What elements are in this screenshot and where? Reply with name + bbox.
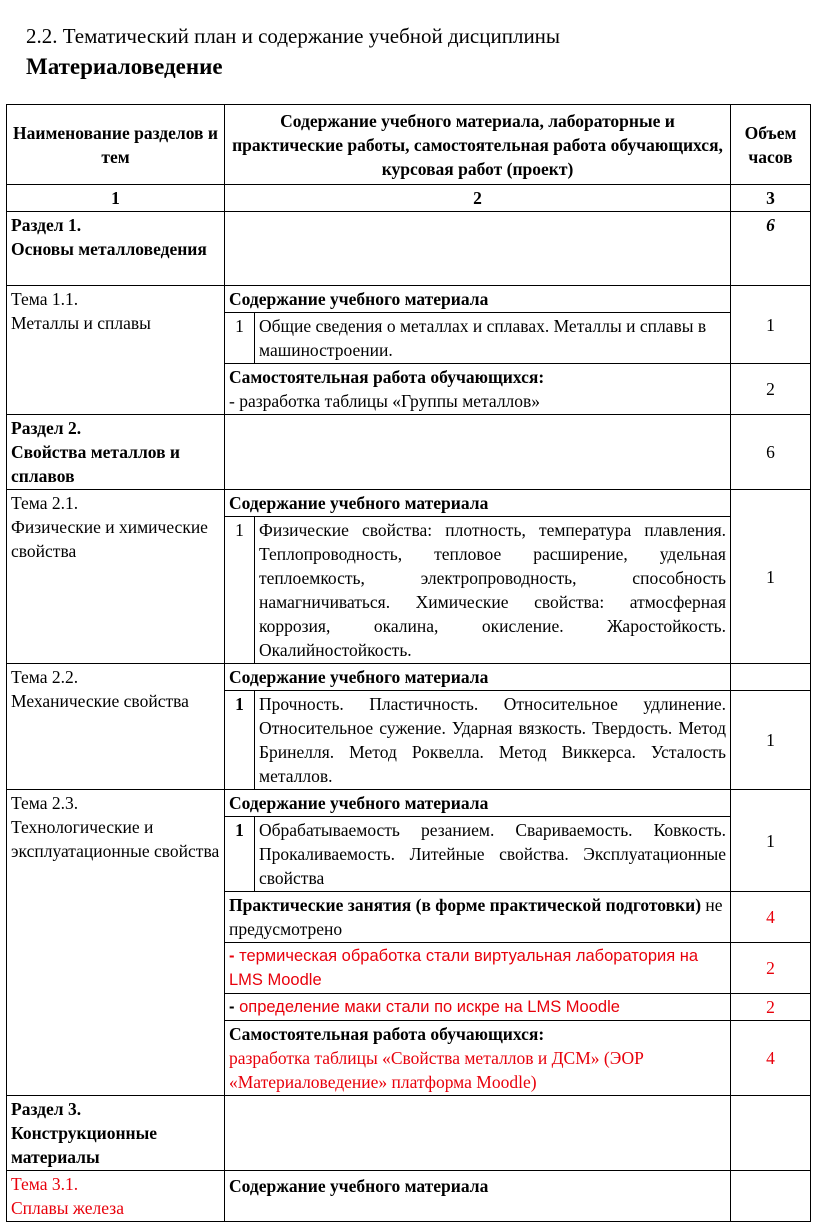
section-3-content [225,1096,731,1171]
topic-2-3-lab-1-dash: - [229,947,235,965]
topic-1-1-content-label: Содержание учебного материала [225,286,731,313]
topic-2-3-practice-label: Практические занятия (в форме практической подготовки) [229,895,702,915]
section-2-title: Раздел 2. Свойства металлов и сплавов [7,415,225,490]
topic-2-3-item-text: Обрабатываемость резанием. Свариваемость. Ковкость. Прокаливаемость. Литейные свойства. Эксплуатационные свойства [255,817,731,892]
topic-2-3-practice-text: не предусмотрено [229,895,723,939]
topic-2-3-lab-2-text: определение маки стали по искре на LMS Moodle [234,998,620,1016]
topic-2-3-self-text: разработка таблицы «Свойства металлов и ДСМ» (ЭОР «Материаловедение» платформа Moodle) [229,1048,644,1092]
topic-2-3-self-label: Самостоятельная работа обучающихся: [229,1024,545,1044]
topic-2-2-label-hours [731,664,811,691]
section-1-title: Раздел 1. Основы металловедения [7,212,225,286]
col-number-2: 2 [225,185,731,212]
topic-1-1-self-work [225,364,731,415]
topic-2-3-self-hours: 4 [731,1021,811,1096]
topic-1-1-self-text: - разработка таблицы «Группы металлов» [229,391,541,411]
header-col-content: Содержание учебного материала, лабораторные и практические работы, самостоятельная работа обучающихся, курсовая работ (проект) [225,105,731,185]
topic-1-1-item-number: 1 [225,313,255,364]
topic-2-3-lab-2-dash: - [229,998,235,1016]
topic-2-2-item-number: 1 [225,691,255,790]
plan-heading: 2.2. Тематический план и содержание учебной дисциплины [26,24,561,48]
topic-2-1-content-label: Содержание учебного материала [225,490,731,517]
topic-2-2-title: Тема 2.2. Механические свойства [7,664,225,790]
topic-2-1-item-text: Физические свойства: плотность, температура плавления. Теплопроводность, тепловое расширение, удельная теплоемкость, электропроводность, способность намагничиваться. Химические свойства: атмосферная коррозия, окалина, окисление. Жаростойкость. Окалийностойкость. [255,517,731,664]
topic-2-2-item-text: Прочность. Пластичность. Относительное удлинение. Относительное сужение. Ударная вязкость. Твердость. Метод Бринелля. Метод Роквелла. Метод Виккерса. Усталость металлов. [255,691,731,790]
topic-2-3-lab-2-hours: 2 [731,994,811,1021]
topic-2-3-lab-1-text: термическая обработка стали виртуальная лаборатория на LMS Moodle [229,947,699,989]
section-3-title: Раздел 3. Конструкционные материалы [7,1096,225,1171]
topic-2-3-lab-1-hours: 2 [731,943,811,994]
topic-2-1-item-number: 1 [225,517,255,664]
header-col-hours: Объем часов [731,105,811,185]
topic-1-1-title: Тема 1.1. Металлы и сплавы [7,286,225,415]
section-2-content [225,415,731,490]
topic-2-1-item-hours: 1 [731,490,811,664]
discipline-title: Материаловедение [26,54,223,79]
topic-1-1-self-hours: 2 [731,364,811,415]
topic-2-3-practice-hours: 4 [731,892,811,943]
topic-2-3-title: Тема 2.3. Технологические и эксплуатационные свойства [7,790,225,1096]
topic-2-3-self-work [225,1021,731,1096]
topic-3-1-content-label: Содержание учебного материала [225,1171,731,1222]
section-2-hours: 6 [731,415,811,490]
topic-1-1-item-text: Общие сведения о металлах и сплавах. Металлы и сплавы в машиностроении. [255,313,731,364]
topic-1-1-item-hours: 1 [731,286,811,364]
topic-1-1-self-label: Самостоятельная работа обучающихся: [229,367,545,387]
topic-2-3-lab-2 [225,994,731,1021]
section-3-hours [731,1096,811,1171]
header-col-sections: Наименование разделов и тем [7,105,225,185]
topic-2-3-item-hours: 1 [731,790,811,892]
topic-3-1-hours [731,1171,811,1222]
thematic-plan-table [6,104,811,1222]
topic-2-3-content-label: Содержание учебного материала [225,790,731,817]
topic-2-3-lab-1 [225,943,731,994]
col-number-3: 3 [731,185,811,212]
col-number-1: 1 [7,185,225,212]
topic-2-2-item-hours: 1 [731,691,811,790]
section-1-content [225,212,731,286]
topic-2-1-title: Тема 2.1. Физические и химические свойства [7,490,225,664]
topic-2-3-practice [225,892,731,943]
topic-2-2-content-label: Содержание учебного материала [225,664,731,691]
topic-2-3-item-number: 1 [225,817,255,892]
topic-3-1-title: Тема 3.1. Сплавы железа [7,1171,225,1222]
section-1-hours: 6 [731,212,811,286]
